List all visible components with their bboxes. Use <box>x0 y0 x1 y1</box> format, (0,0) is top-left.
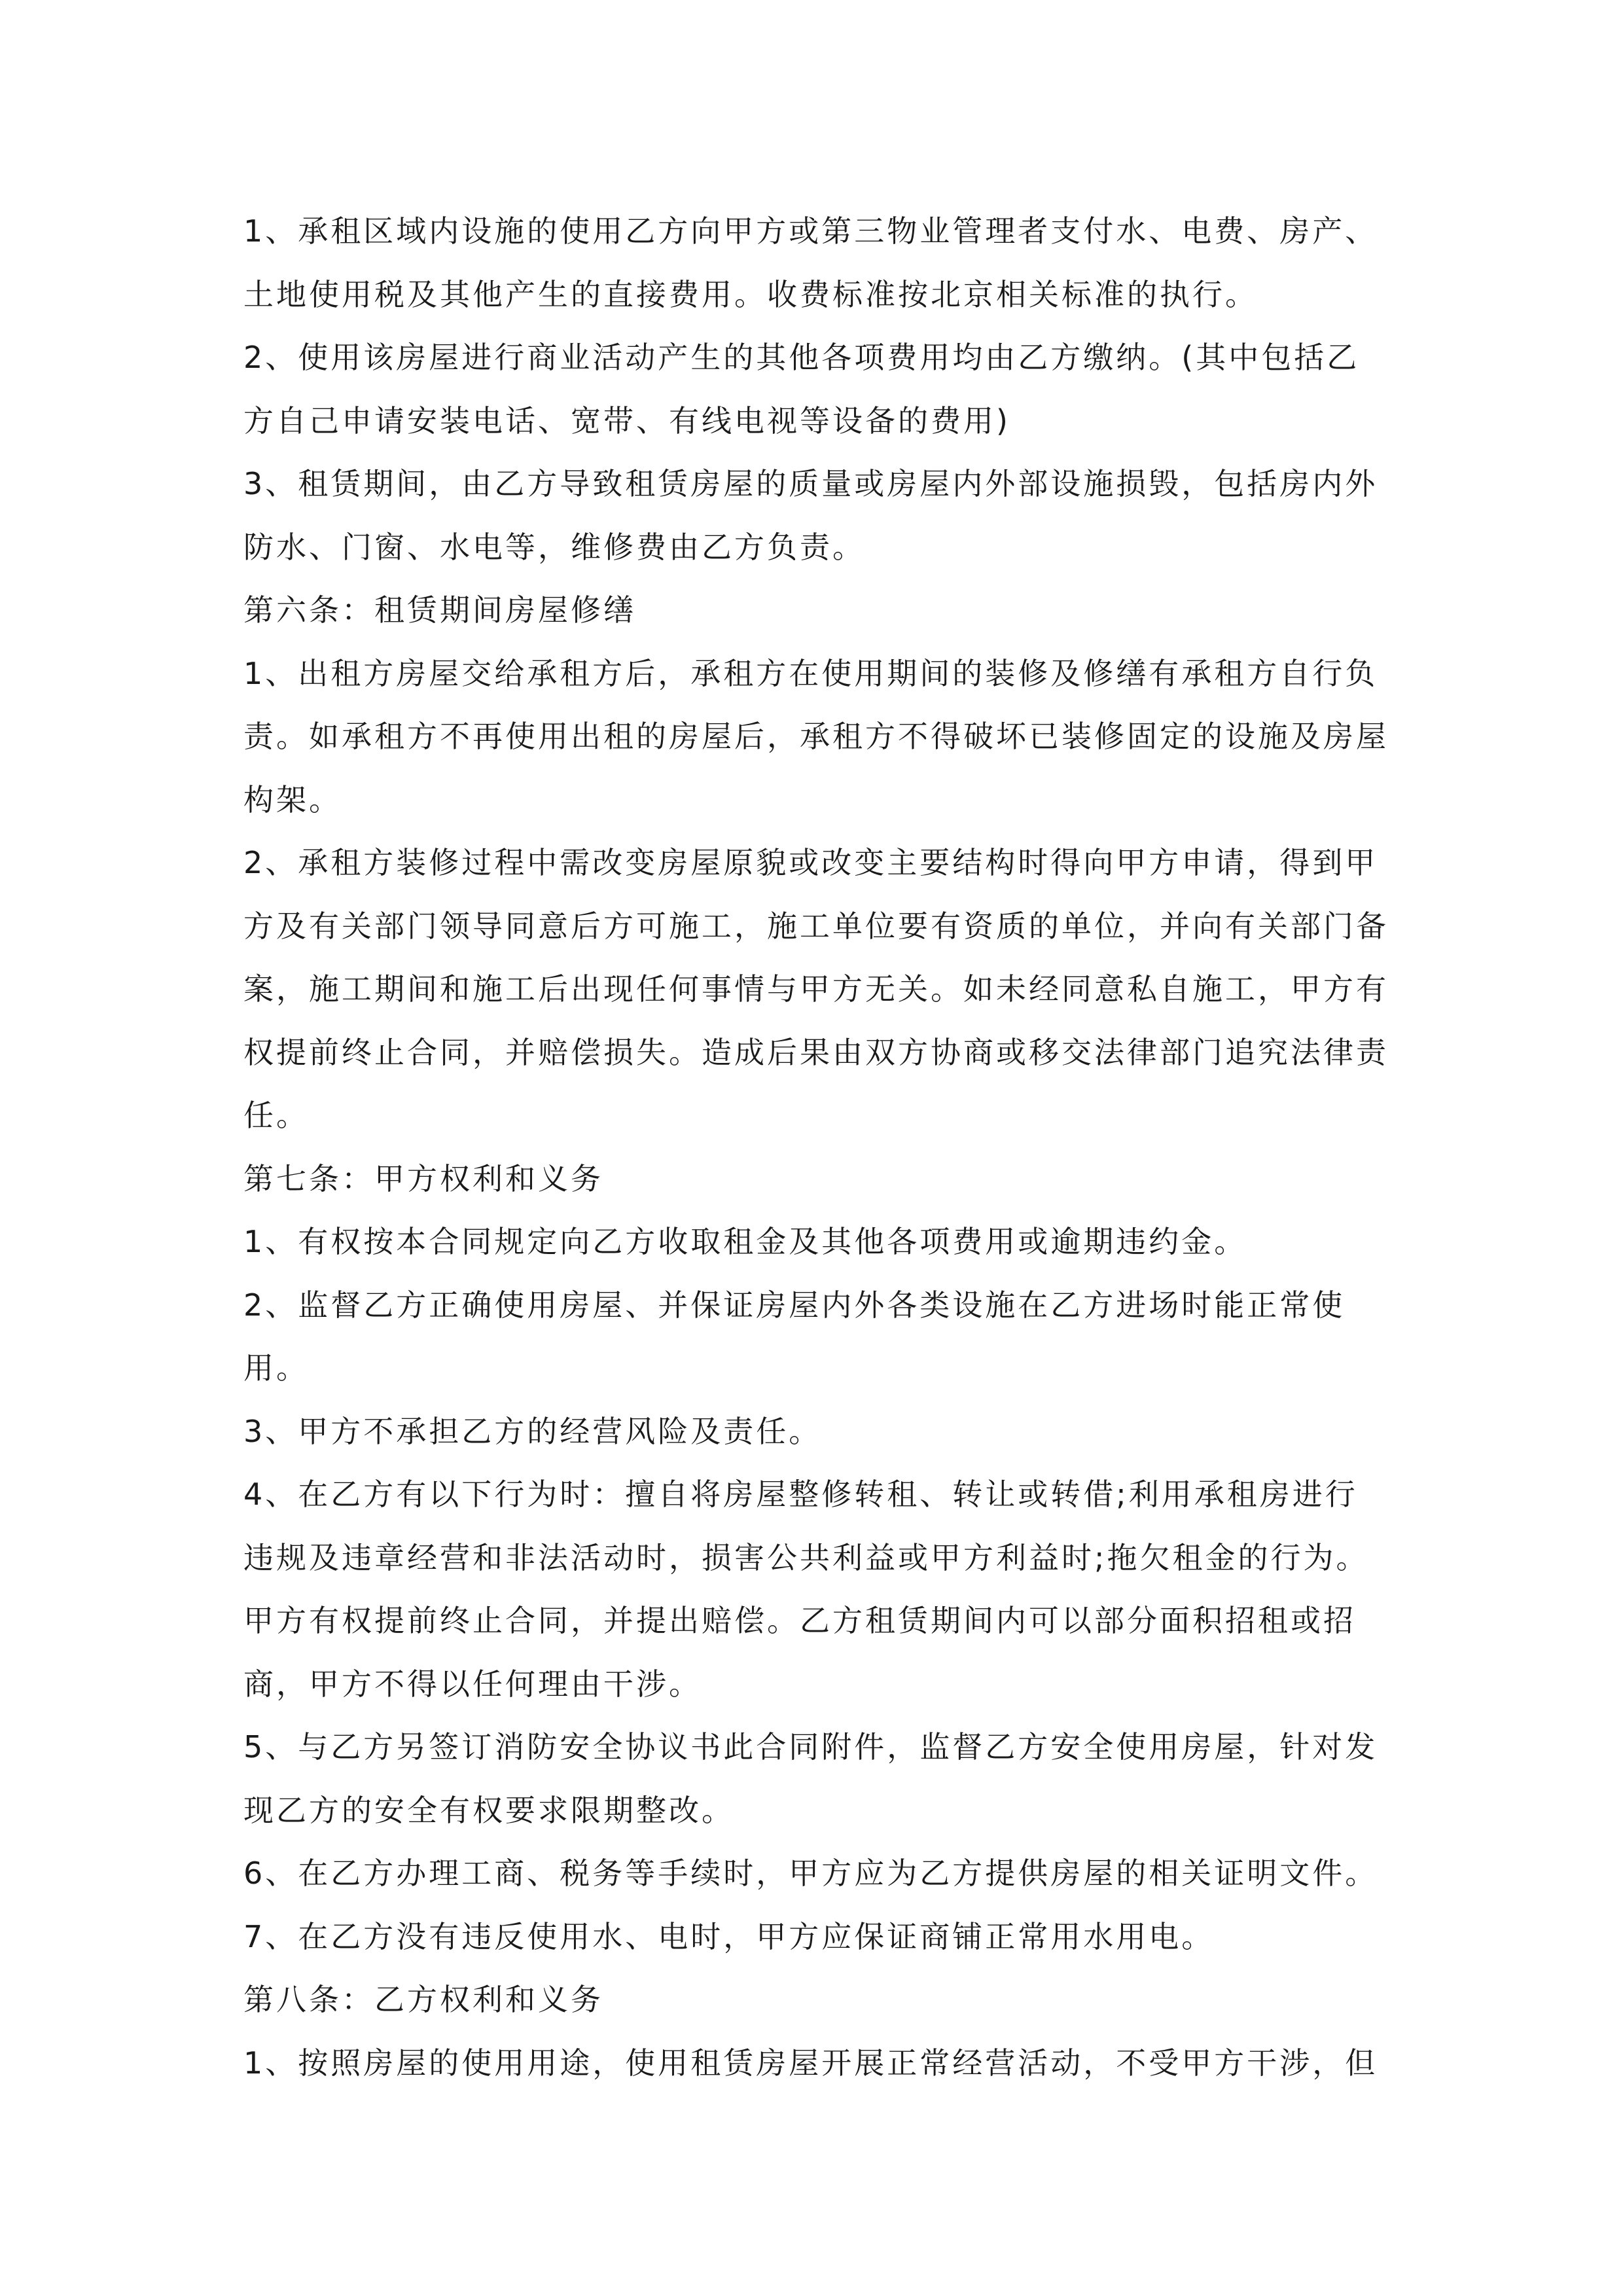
article-6-item-2: 2、承租方装修过程中需改变房屋原貌或改变主要结构时得向甲方申请，得到甲方及有关部门领导同意后方可施工，施工单位要有资质的单位，并向有关部门备案，施工期间和施工后出现任何事情与甲方无关。如未经同意私自施工，甲方有权提前终止合同，并赔偿损失。造成后果由双方协商或移交法律部门追究法律责任。 <box>243 845 1389 1133</box>
document-body <box>243 200 1389 2094</box>
article-6-heading: 第六条：租赁期间房屋修缮 <box>243 592 636 628</box>
article-7-item-7: 7、在乙方没有违反使用水、电时，甲方应保证商铺正常用水用电。 <box>243 1918 1215 1954</box>
article-7-item-3: 3、甲方不承担乙方的经营风险及责任。 <box>243 1413 822 1449</box>
clause-utility-fees: 1、承租区域内设施的使用乙方向甲方或第三物业管理者支付水、电费、房产、土地使用税及其他产生的直接费用。收费标准按北京相关标准的执行。 <box>243 213 1378 312</box>
article-7-heading: 第七条：甲方权利和义务 <box>243 1160 603 1196</box>
article-8-item-1: 1、按照房屋的使用用途，使用租赁房屋开展正常经营活动，不受甲方干涉，但 <box>243 2045 1378 2081</box>
clause-business-expenses: 2、使用该房屋进行商业活动产生的其他各项费用均由乙方缴纳。(其中包括乙方自己申请安装电话、宽带、有线电视等设备的费用) <box>243 340 1360 439</box>
article-7-item-6: 6、在乙方办理工商、税务等手续时，甲方应为乙方提供房屋的相关证明文件。 <box>243 1856 1378 1891</box>
clause-damage-repair: 3、租赁期间，由乙方导致租赁房屋的质量或房屋内外部设施损毁，包括房内外防水、门窗、水电等，维修费由乙方负责。 <box>243 466 1378 565</box>
article-7-item-4: 4、在乙方有以下行为时：擅自将房屋整修转租、转让或转借;利用承租房进行违规及违章经营和非法活动时，损害公共利益或甲方利益时;拖欠租金的行为。甲方有权提前终止合同，并提出赔偿。乙方租赁期间内可以部分面积招租或招商，甲方不得以任何理由干涉。 <box>243 1477 1369 1702</box>
article-7-item-5: 5、与乙方另签订消防安全协议书此合同附件，监督乙方安全使用房屋，针对发现乙方的安全有权要求限期整改。 <box>243 1729 1378 1828</box>
article-6-item-1: 1、出租方房屋交给承租方后，承租方在使用期间的装修及修缮有承租方自行负责。如承租方不再使用出租的房屋后，承租方不得破坏已装修固定的设施及房屋构架。 <box>243 655 1389 817</box>
article-7-item-2: 2、监督乙方正确使用房屋、并保证房屋内外各类设施在乙方进场时能正常使用。 <box>243 1287 1346 1386</box>
article-7-item-1: 1、有权按本合同规定向乙方收取租金及其他各项费用或逾期违约金。 <box>243 1224 1247 1259</box>
article-8-heading: 第八条：乙方权利和义务 <box>243 1982 603 2017</box>
